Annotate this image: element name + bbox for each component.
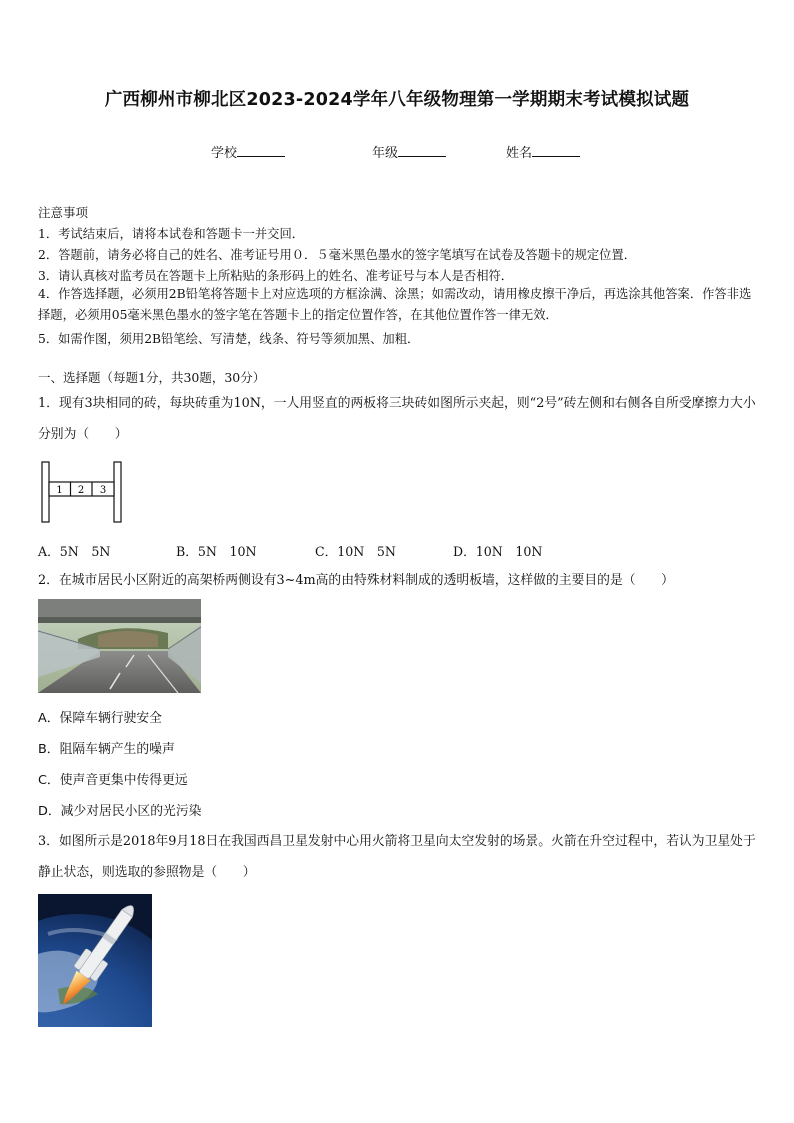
brick-2-label: 2 xyxy=(77,485,85,496)
brick-3-label: 3 xyxy=(99,485,107,496)
grade-blank[interactable] xyxy=(398,142,446,157)
question-1-stem: 1．现有3块相同的砖，每块砖重为10N，一人用竖直的两板将三块砖如图所示夹起，则“2号”砖左侧和右侧各自所受摩擦力大小分别为（ ） xyxy=(38,396,756,442)
brick-diagram-svg xyxy=(40,460,124,524)
highway-photo-svg xyxy=(38,599,201,693)
page-title: 广西柳州市柳北区2023-2024学年八年级物理第一学期期末考试模拟试题 xyxy=(104,90,690,110)
note-item: 5．如需作图，须用2B铅笔绘、写清楚，线条、符号等须加黑、加粗． xyxy=(38,332,420,346)
notes-heading: 注意事项 xyxy=(38,205,89,220)
name-label: 姓名 xyxy=(506,146,533,161)
q1-option-a[interactable]: A．5N 5N xyxy=(38,544,111,559)
grade-label: 年级 xyxy=(372,146,399,161)
q2-option-a[interactable]: A．保障车辆行驶安全 xyxy=(38,711,162,726)
section-heading: 一、选择题（每题1分，共30题，30分） xyxy=(38,370,266,385)
grade-field[interactable] xyxy=(372,142,446,161)
brick-1-label: 1 xyxy=(56,485,63,496)
school-blank[interactable] xyxy=(237,142,285,157)
highway-photo xyxy=(38,599,201,693)
question-2-stem: 2．在城市居民小区附近的高架桥两侧设有3~4m高的由特殊材料制成的透明板墙，这样做的主要目的是（ ） xyxy=(38,573,674,588)
rocket-photo-svg xyxy=(38,894,152,1027)
brick-diagram xyxy=(40,460,124,524)
note-item: 2．答题前，请务必将自己的姓名、准考证号用０．５毫米黑色墨水的签字笔填写在试卷及答题卡的规定位置． xyxy=(38,248,637,262)
q2-option-b[interactable]: B．阻隔车辆产生的噪声 xyxy=(38,742,175,757)
right-board xyxy=(114,462,121,522)
q2-option-c[interactable]: C．使声音更集中传得更远 xyxy=(38,773,188,788)
question-3-stem: 3．如图所示是2018年9月18日在我国西昌卫星发射中心用火箭将卫星向太空发射的场景。火箭在升空过程中，若认为卫星处于静止状态，则选取的参照物是（ ） xyxy=(38,834,756,880)
school-field[interactable] xyxy=(211,142,285,161)
note-item: 4．作答选择题，必须用2B铅笔将答题卡上对应选项的方框涂满、涂黑；如需改动，请用橡皮擦干净后，再选涂其他答案．作答非选择题，必须用05毫米黑色墨水的签字笔在答题卡上的指定位置作答，在其他位置作答一律无效． xyxy=(38,287,752,322)
q1-option-b[interactable]: B．5N 10N xyxy=(176,544,257,559)
note-item: 3．请认真核对监考员在答题卡上所粘贴的条形码上的姓名、准考证号与本人是否相符． xyxy=(38,269,514,283)
note-item: 1．考试结束后，请将本试卷和答题卡一并交回． xyxy=(38,227,305,241)
name-field[interactable] xyxy=(506,142,580,161)
rocket-photo xyxy=(38,894,152,1027)
left-board xyxy=(42,462,49,522)
name-blank[interactable] xyxy=(532,142,580,157)
q1-option-d[interactable]: D．10N 10N xyxy=(453,544,543,559)
q1-option-c[interactable]: C．10N 5N xyxy=(315,544,396,559)
q2-option-d[interactable]: D．减少对居民小区的光污染 xyxy=(38,804,202,819)
school-label: 学校 xyxy=(211,146,238,161)
